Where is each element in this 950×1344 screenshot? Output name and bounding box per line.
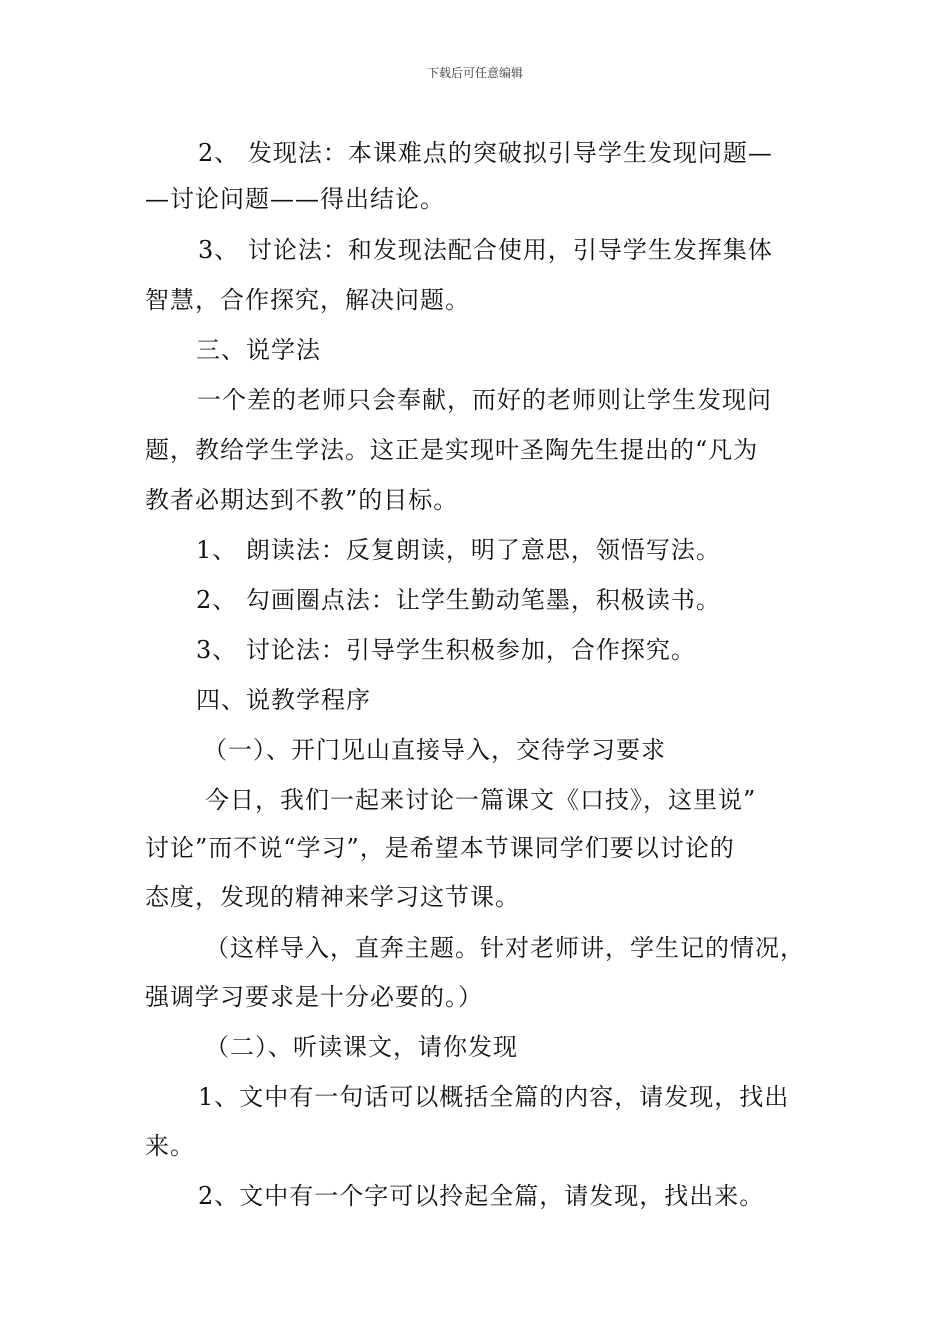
section-heading: 三、说学法 bbox=[196, 336, 321, 364]
section-heading: 四、说教学程序 bbox=[196, 686, 371, 714]
text-line: 今日，我们一起来讨论一篇课文《口技》，这里说” bbox=[205, 786, 757, 814]
subsection-heading: （一）、开门见山直接导入，交待学习要求 bbox=[203, 736, 666, 764]
text-line: 智慧，合作探究，解决问题。 bbox=[145, 286, 470, 314]
text-line: 来。 bbox=[145, 1132, 195, 1160]
text-line: 态度，发现的精神来学习这节课。 bbox=[145, 883, 520, 911]
text-line: 2、 勾画圈点法：让学生勤动笔墨，积极读书。 bbox=[196, 586, 721, 614]
text-line: 2、 发现法：本课难点的突破拟引导学生发现问题— bbox=[198, 139, 773, 167]
page-header: 下载后可任意编辑 bbox=[426, 66, 523, 80]
text-line: 教者必期达到不教”的目标。 bbox=[145, 486, 459, 514]
text-line: 1、 朗读法：反复朗读，明了意思，领悟写法。 bbox=[196, 536, 721, 564]
text-line: 2、文中有一个字可以拎起全篇，请发现，找出来。 bbox=[198, 1182, 765, 1210]
text-line: 一个差的老师只会奉献，而好的老师则让学生发现问 bbox=[197, 386, 772, 414]
text-line: 强调学习要求是十分必要的。） bbox=[145, 983, 483, 1011]
text-line: 3、 讨论法：引导学生积极参加，合作探究。 bbox=[196, 636, 696, 664]
text-line: 3、 讨论法：和发现法配合使用，引导学生发挥集体 bbox=[198, 236, 773, 264]
text-line: （这样导入，直奔主题。针对老师讲，学生记的情况， bbox=[205, 934, 805, 962]
text-line: —讨论问题——得出结论。 bbox=[145, 185, 445, 213]
text-line: 讨论”而不说“学习”，是希望本节课同学们要以讨论的 bbox=[145, 834, 735, 862]
text-line: 题，教给学生学法。这正是实现叶圣陶先生提出的“凡为 bbox=[145, 436, 759, 464]
text-line: 1、文中有一句话可以概括全篇的内容，请发现，找出 bbox=[198, 1083, 790, 1111]
subsection-heading: （二）、听读课文，请你发现 bbox=[205, 1033, 518, 1061]
